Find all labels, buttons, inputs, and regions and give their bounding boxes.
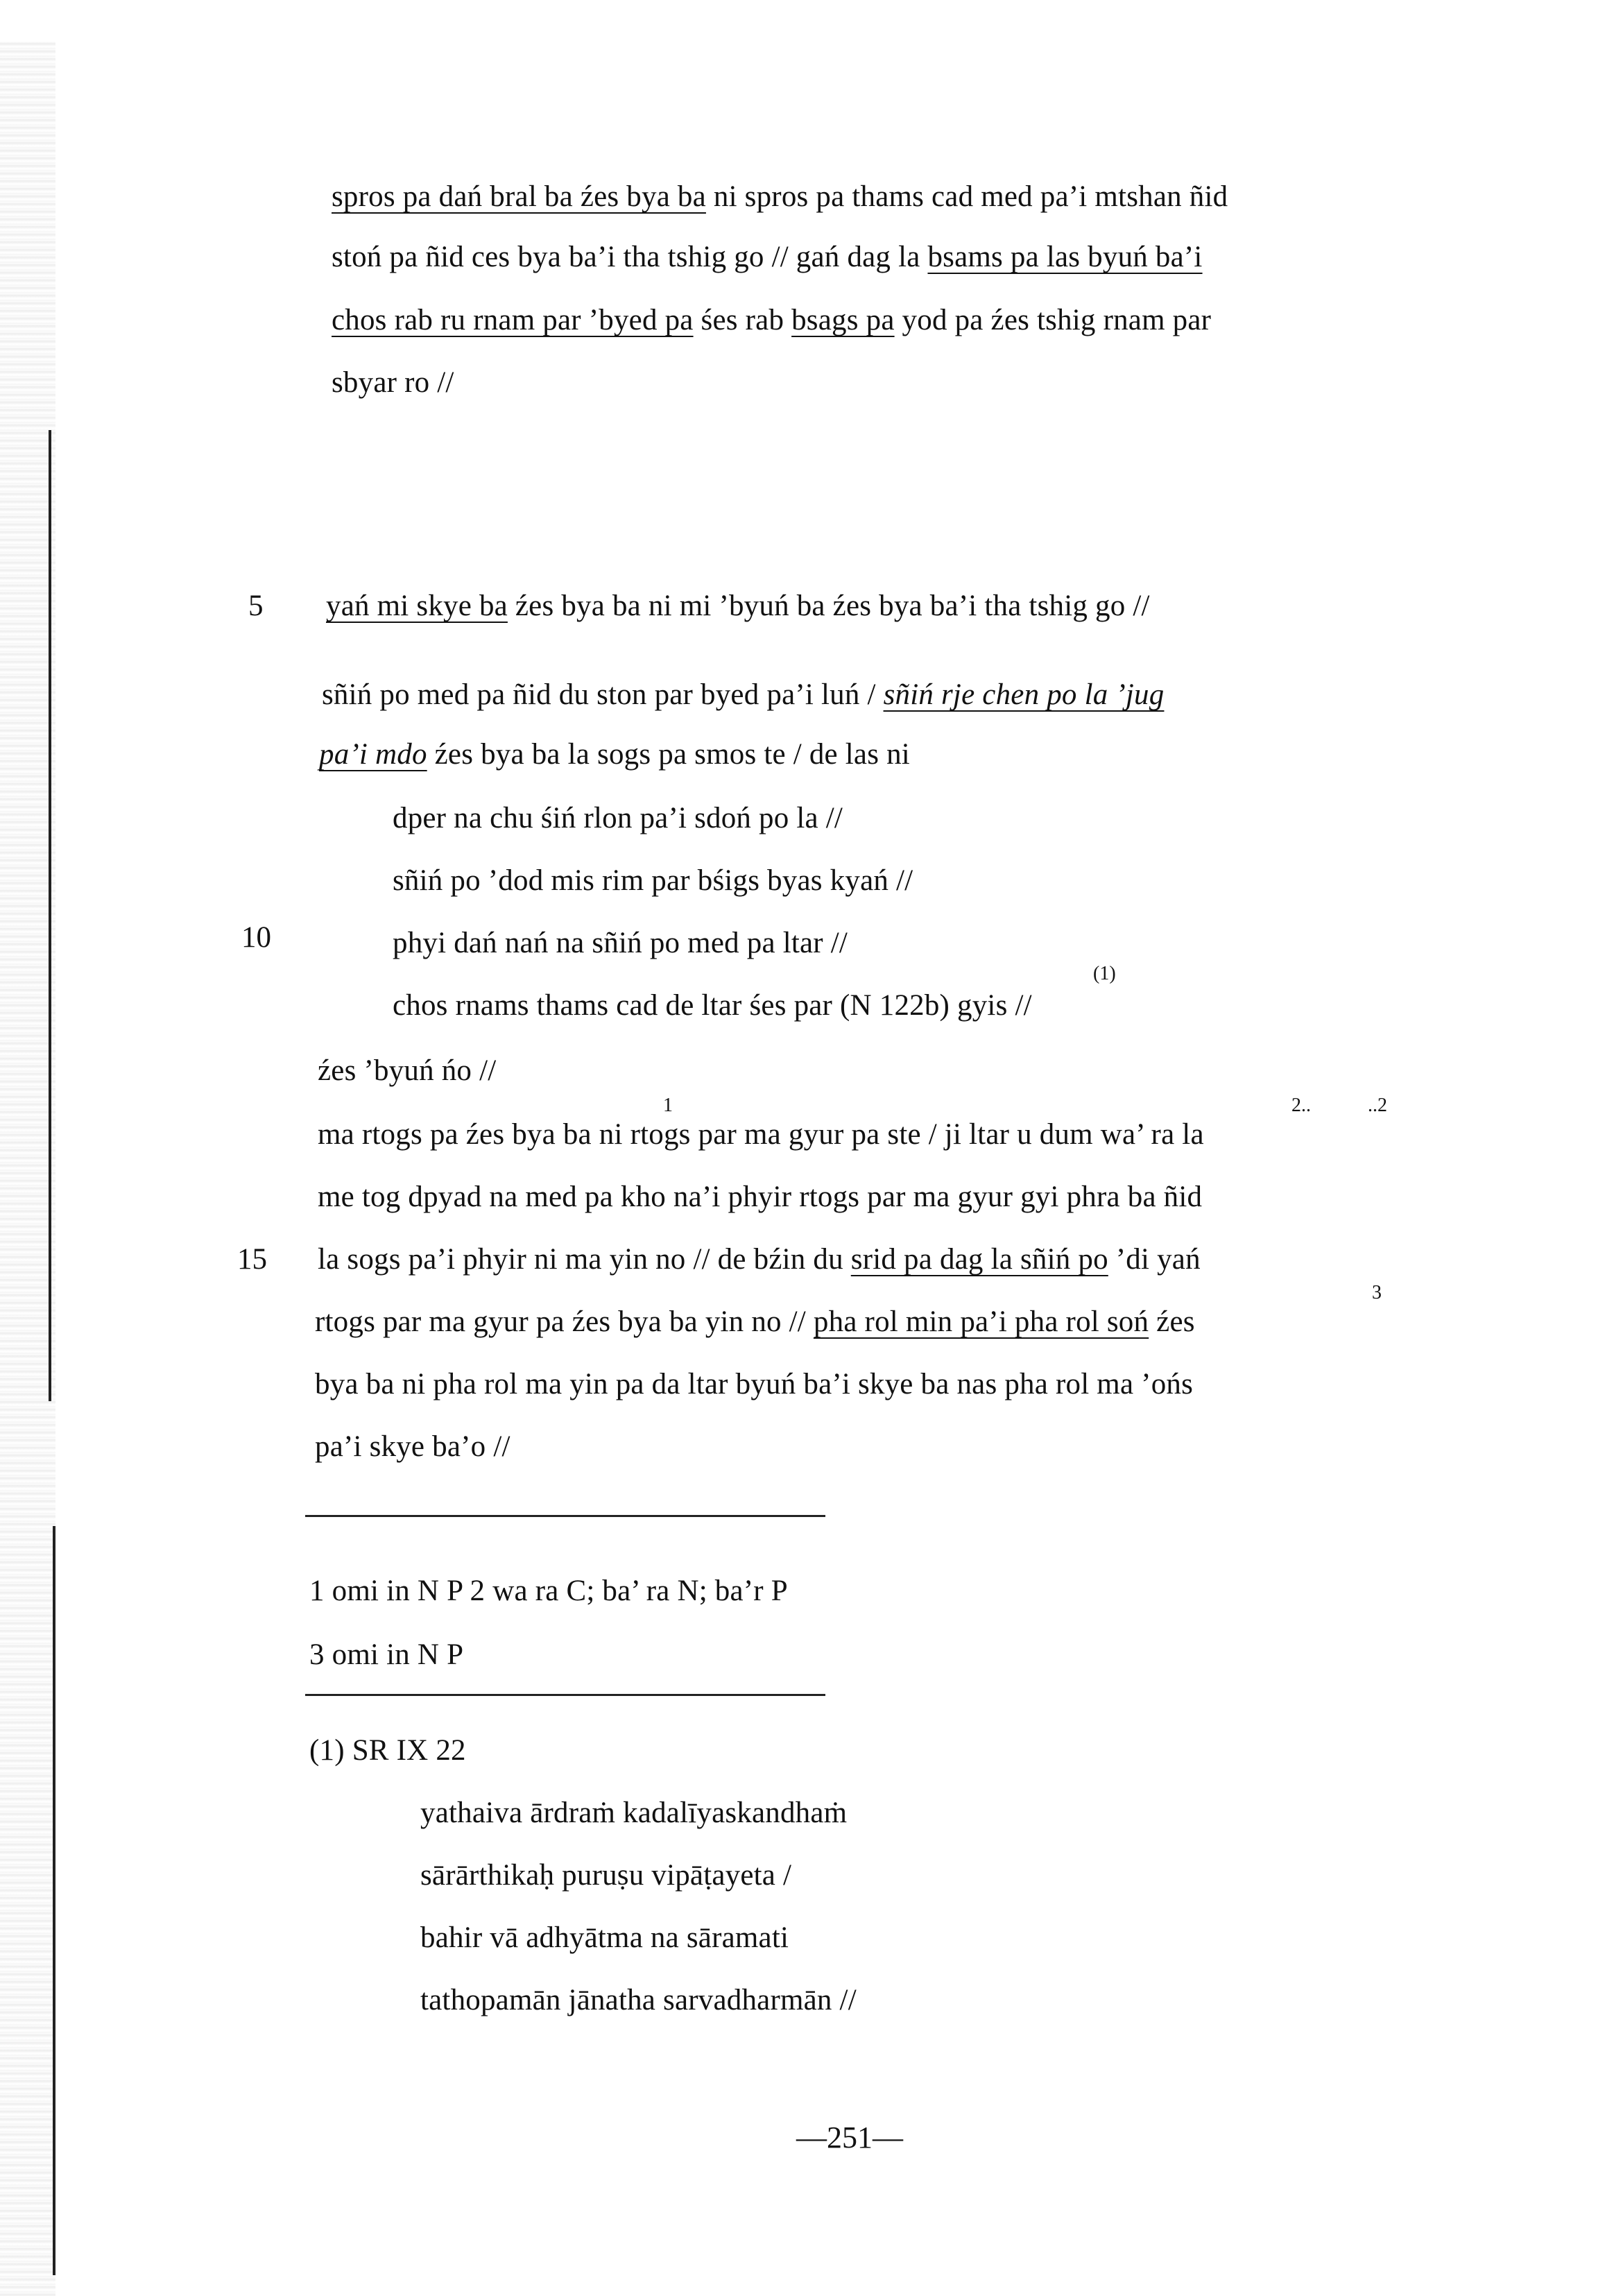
verse-line-3: phyi dań nań na sñiń po med pa ltar // xyxy=(393,927,848,959)
underlined-title: sñiń rje chen po la ’jug xyxy=(883,678,1165,711)
underlined-phrase: yań mi skye ba xyxy=(326,590,508,622)
binding-line xyxy=(49,430,51,1401)
line-number-5: 5 xyxy=(248,590,264,622)
text-line-16: rtogs par ma gyur pa źes bya ba yin no // pha rol min pa’i pha rol soń źes xyxy=(315,1305,1195,1338)
text-line-7: pa’i mdo źes bya ba la sogs pa smos te / de las ni xyxy=(319,738,910,771)
scan-edge-noise xyxy=(0,42,55,2296)
underlined-title: pa’i mdo xyxy=(319,738,427,771)
text-line-4: sbyar ro // xyxy=(332,366,454,399)
variant-mark-3: 3 xyxy=(1372,1282,1382,1303)
underlined-phrase: chos rab ru rnam par ’byed pa xyxy=(332,304,694,336)
footnote-label: (1) SR IX 22 xyxy=(309,1734,466,1767)
binding-line xyxy=(53,1526,55,2275)
underlined-phrase: spros pa dań bral ba źes bya ba xyxy=(332,180,706,213)
underlined-phrase: srid pa dag la sñiń po xyxy=(850,1243,1108,1276)
footnote-verse-line: bahir vā adhyātma na sāramati xyxy=(420,1921,789,1954)
verse-line-1: dper na chu śiń rlon pa’i sdoń po la // xyxy=(393,802,843,834)
underlined-phrase: bsams pa las byuń ba’i xyxy=(927,241,1203,273)
footnote-mark: (1) xyxy=(1093,963,1116,984)
text-line-14: me tog dpyad na med pa kho na’i phyir rtogs par ma gyur gyi phra ba ñid xyxy=(318,1181,1203,1213)
verse-line-4: chos rnams thams cad de ltar śes par (N 122b) gyis // xyxy=(393,989,1032,1022)
line-number-15: 15 xyxy=(237,1243,267,1276)
page-number: —251— xyxy=(796,2121,903,2154)
verse-line-2: sñiń po ’dod mis rim par bśigs byas kyań // xyxy=(393,864,913,897)
variant-note-1: 1 omi in N P 2 wa ra C; ba’ ra N; ba’r P xyxy=(309,1575,788,1607)
line-number-10: 10 xyxy=(241,921,271,954)
footnote-verse-line: yathaiva ārdraṁ kadalīyaskandhaṁ xyxy=(420,1797,848,1829)
footnote-verse-line: tathopamān jānatha sarvadharmān // xyxy=(420,1984,857,2016)
text-line-3: chos rab ru rnam par ’byed pa śes rab bsags pa yod pa źes tshig rnam par xyxy=(332,304,1212,336)
text-line-6: sñiń po med pa ñid du ston par byed pa’i luń / sñiń rje chen po la ’jug xyxy=(322,678,1165,711)
underlined-phrase: pha rol min pa’i pha rol soń xyxy=(813,1305,1149,1338)
footnote-verse-line: sārārthikaḥ puruṣu vipāṭayeta / xyxy=(420,1859,792,1892)
variant-note-2: 3 omi in N P xyxy=(309,1638,464,1671)
text-line-18: pa’i skye ba’o // xyxy=(315,1430,510,1463)
text-line-1: spros pa dań bral ba źes bya ba ni spros pa thams cad med pa’i mtshan ñid xyxy=(332,180,1228,213)
text-line-12: źes ’byuń ńo // xyxy=(318,1054,497,1087)
underlined-phrase: bsags pa xyxy=(791,304,895,336)
apparatus-rule-top xyxy=(305,1515,825,1517)
text-line-5: yań mi skye ba źes bya ba ni mi ’byuń ba źes bya ba’i tha tshig go // xyxy=(326,590,1150,622)
variant-mark-2-end: ..2 xyxy=(1368,1095,1387,1116)
text-line-2: stoń pa ñid ces bya ba’i tha tshig go // gań dag la bsams pa las byuń ba’i xyxy=(332,241,1203,273)
variant-mark-1: 1 xyxy=(663,1095,673,1116)
apparatus-rule-bottom xyxy=(305,1694,825,1696)
text-line-13: ma rtogs pa źes bya ba ni rtogs par ma gyur pa ste / ji ltar u dum wa’ ra la xyxy=(318,1118,1204,1151)
variant-mark-2-start: 2.. xyxy=(1291,1095,1311,1116)
text-line-17: bya ba ni pha rol ma yin pa da ltar byuń ba’i skye ba nas pha rol ma ’ońs xyxy=(315,1368,1194,1400)
text-line-15: la sogs pa’i phyir ni ma yin no // de bźin du srid pa dag la sñiń po ’di yań xyxy=(318,1243,1201,1276)
